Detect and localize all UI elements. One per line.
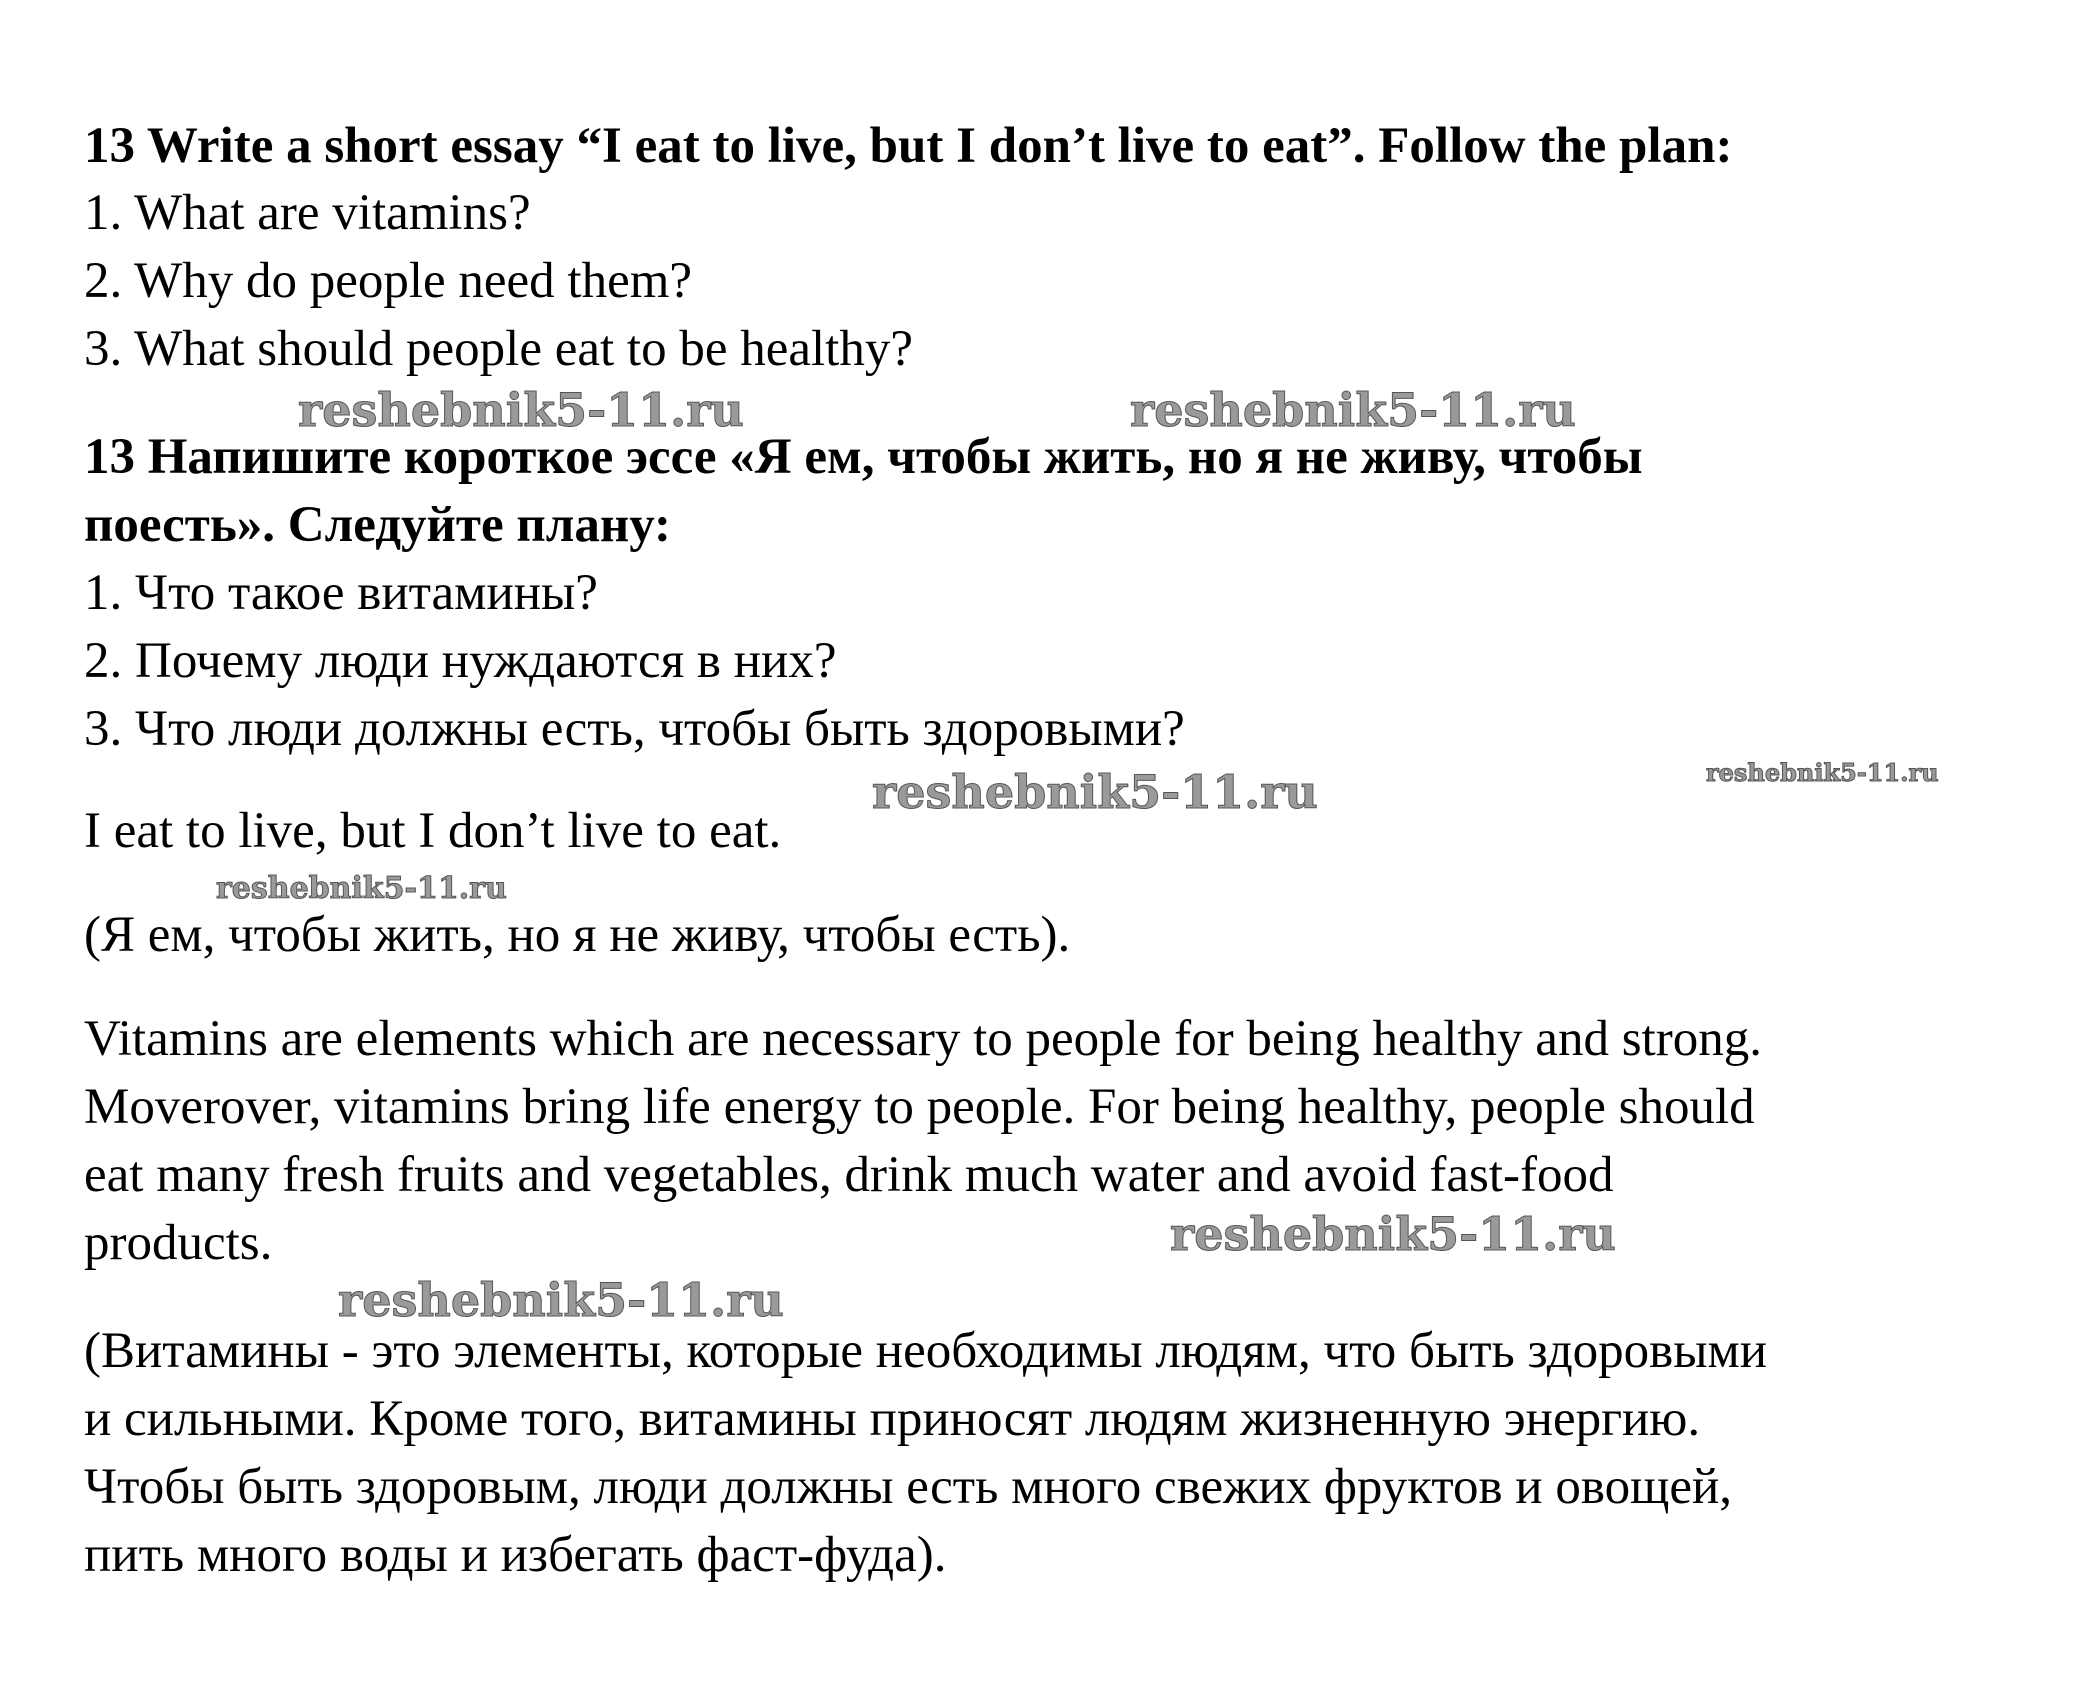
task-heading-ru-line-2: поесть». Следуйте плану: [84, 497, 672, 553]
task-item-ru-1: 1. Что такое витамины? [84, 565, 598, 621]
essay-en-line-1: Vitamins are elements which are necessary to people for being healthy and strong. [84, 1011, 1762, 1067]
task-item-en-2: 2. Why do people need them? [84, 253, 693, 309]
task-item-ru-3: 3. Что люди должны есть, чтобы быть здоровыми? [84, 701, 1185, 757]
essay-ru-line-3: Чтобы быть здоровым, люди должны есть много свежих фруктов и овощей, [84, 1459, 1733, 1515]
essay-ru-line-1: (Витамины - это элементы, которые необходимы людям, что быть здоровыми [84, 1323, 1768, 1379]
task-heading-en: 13 Write a short essay “I eat to live, but I don’t live to eat”. Follow the plan: [84, 118, 1733, 174]
essay-ru-line-4: пить много воды и избегать фаст-фуда). [84, 1527, 947, 1583]
watermark-1: reshebnik5-11.ru [298, 383, 744, 437]
watermark-4: reshebnik5-11.ru [1706, 758, 1939, 787]
essay-title-en: I eat to live, but I don’t live to eat. [84, 803, 782, 859]
essay-en-line-2: Moverover, vitamins bring life energy to people. For being healthy, people should [84, 1079, 1755, 1135]
watermark-7: reshebnik5-11.ru [338, 1273, 784, 1327]
essay-en-line-3: eat many fresh fruits and vegetables, drink much water and avoid fast-food [84, 1147, 1614, 1203]
watermark-5: reshebnik5-11.ru [216, 871, 507, 906]
essay-title-ru: (Я ем, чтобы жить, но я не живу, чтобы есть). [84, 907, 1071, 963]
watermark-2: reshebnik5-11.ru [1130, 383, 1576, 437]
task-item-en-1: 1. What are vitamins? [84, 185, 531, 241]
essay-ru-line-2: и сильными. Кроме того, витамины приносят людям жизненную энергию. [84, 1391, 1701, 1447]
watermark-6: reshebnik5-11.ru [1170, 1207, 1616, 1261]
task-item-ru-2: 2. Почему люди нуждаются в них? [84, 633, 837, 689]
essay-en-line-4: products. [84, 1215, 273, 1271]
watermark-3: reshebnik5-11.ru [872, 765, 1318, 819]
task-heading-ru-line-1: 13 Напишите короткое эссе «Я ем, чтобы жить, но я не живу, чтобы [84, 429, 1643, 485]
task-item-en-3: 3. What should people eat to be healthy? [84, 321, 913, 377]
